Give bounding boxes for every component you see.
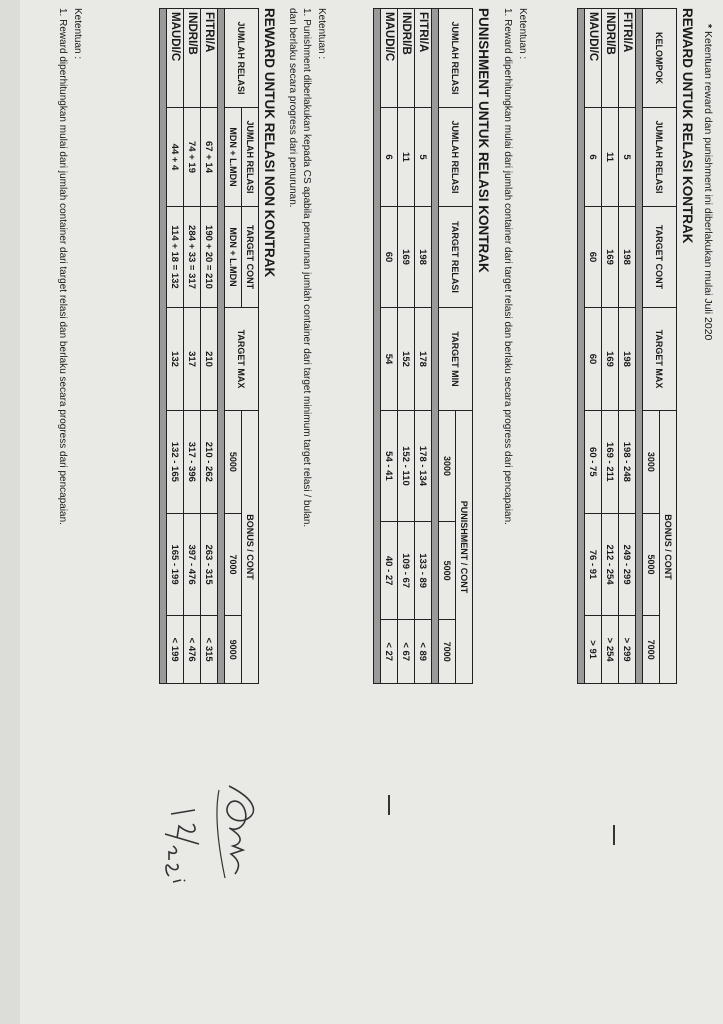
target-cont: 60 [585, 207, 602, 308]
scanned-page [20, 0, 723, 1024]
bonus-5000: 212 - 254 [602, 513, 619, 616]
target-max: 169 [602, 308, 619, 411]
header-divider [432, 9, 439, 684]
bonus-7000: > 299 [619, 616, 636, 684]
col-target-cont: TARGET CONT [242, 207, 259, 308]
col-jumlah-relasi: JUMLAH RELASI [439, 9, 473, 108]
col-target-min: TARGET MIN [439, 308, 473, 411]
header-divider [636, 9, 643, 684]
col-target-max: TARGET MAX [225, 308, 259, 411]
target-max: 60 [585, 308, 602, 411]
table-row [167, 9, 184, 684]
bonus-3000: 60 - 75 [585, 411, 602, 514]
col-mdn-lmdn: MDN + L.MDN [225, 108, 242, 207]
col-punishment-3000: 3000 [439, 411, 456, 522]
relasi-count: 5 [619, 108, 636, 207]
group-name: FITRI/A [201, 9, 218, 108]
target-cont: 284 + 33 = 317 [184, 207, 201, 308]
validity-note: * Ketentuan reward dan punishment ini diberlakukan mulai Juli 2020 [702, 24, 714, 341]
punishment-5000: 133 - 89 [415, 521, 432, 619]
bonus-9000: < 199 [167, 616, 184, 684]
ketentuan-text: 1. Punishment diberlakukan kepada CS apabila penurunan jumlah container dari target minimum target relasi / bulan. [301, 8, 312, 528]
relasi-count: 11 [602, 108, 619, 207]
ketentuan-text: 1. Reward diperhitungkan mulai dari jumlah container dari target relasi dan berlaku secara progress dari pencapaian. [502, 8, 513, 525]
target-min: 54 [381, 308, 398, 411]
col-jumlah-relasi: JUMLAH RELASI [439, 108, 473, 207]
footer-strip [578, 9, 585, 684]
punishment-kontrak-table [373, 8, 473, 684]
group-name: INDRI/B [398, 9, 415, 108]
table-row [201, 9, 218, 684]
col-punishment-7000: 7000 [439, 620, 456, 684]
bonus-9000: < 476 [184, 616, 201, 684]
col-punishment-cont: PUNISHMENT / CONT [456, 411, 473, 684]
target-cont: 190 + 20 = 210 [201, 207, 218, 308]
target-max: 132 [167, 308, 184, 411]
footer-strip [374, 9, 381, 684]
col-punishment-5000: 5000 [439, 521, 456, 619]
bonus-5000: 76 - 91 [585, 513, 602, 616]
target-max: 317 [184, 308, 201, 411]
target-relasi: 169 [398, 207, 415, 308]
table-row [602, 9, 619, 684]
col-mdn-lmdn-2: MDN + L.MDN [225, 207, 242, 308]
ketentuan-text: 1. Reward diperhitungkan mulai dari jumlah container dari target relasi dan berlaku secara progress dari pencapaian. [57, 8, 68, 525]
punishment-7000: < 27 [381, 620, 398, 684]
group-name: INDRI/B [184, 9, 201, 108]
relasi-count: 11 [398, 108, 415, 207]
relasi-count: 6 [585, 108, 602, 207]
group-name: INDRI/B [602, 9, 619, 108]
header-divider [218, 9, 225, 684]
bonus-5000: 317 - 396 [184, 411, 201, 514]
table-row [619, 9, 636, 684]
punishment-3000: 54 - 41 [381, 411, 398, 522]
col-bonus-5000: 5000 [225, 411, 242, 514]
col-bonus-3000: 3000 [643, 411, 660, 514]
ketentuan-label: Ketentuan : [72, 8, 83, 60]
pen-mark [613, 825, 615, 845]
target-relasi: 198 [415, 207, 432, 308]
rotated-document [20, 0, 723, 1024]
bonus-5000: 249 - 299 [619, 513, 636, 616]
bonus-3000: 169 - 211 [602, 411, 619, 514]
punishment-3000: 178 - 134 [415, 411, 432, 522]
col-kelompok: KELOMPOK [643, 9, 677, 108]
col-target-cont: TARGET CONT [643, 207, 677, 308]
punishment-7000: < 67 [398, 620, 415, 684]
relasi-count: 5 [415, 108, 432, 207]
table-row [381, 9, 398, 684]
target-cont: 198 [619, 207, 636, 308]
bonus-3000: 198 - 248 [619, 411, 636, 514]
punishment-5000: 40 - 27 [381, 521, 398, 619]
table-row [398, 9, 415, 684]
punishment-5000: 109 - 67 [398, 521, 415, 619]
relasi-count: 74 + 19 [184, 108, 201, 207]
target-cont: 114 + 18 = 132 [167, 207, 184, 308]
col-jumlah-relasi: JUMLAH RELASI [225, 9, 259, 108]
ketentuan-label: Ketentuan : [517, 8, 528, 60]
relasi-count: 6 [381, 108, 398, 207]
punishment-3000: 152 - 110 [398, 411, 415, 522]
relasi-count: 67 + 14 [201, 108, 218, 207]
pen-mark [388, 795, 390, 815]
validity-note-text: Ketentuan reward dan punishment ini diberlakukan mulai Juli 2020 [702, 31, 714, 341]
col-bonus-cont: BONUS / CONT [660, 411, 677, 684]
bonus-7000: > 254 [602, 616, 619, 684]
target-max: 210 [201, 308, 218, 411]
bonus-9000: < 315 [201, 616, 218, 684]
bonus-7000: > 91 [585, 616, 602, 684]
col-bonus-7000: 7000 [225, 513, 242, 616]
target-relasi: 60 [381, 207, 398, 308]
footer-strip [160, 9, 167, 684]
handwritten-signature [155, 780, 265, 910]
ketentuan-label: Ketentuan : [316, 8, 327, 60]
col-bonus-5000: 5000 [643, 513, 660, 616]
col-jumlah-relasi: JUMLAH RELASI [643, 108, 677, 207]
col-bonus-7000: 7000 [643, 616, 660, 684]
bonus-7000: 263 - 315 [201, 513, 218, 616]
target-min: 152 [398, 308, 415, 411]
group-name: FITRI/A [415, 9, 432, 108]
col-target-relasi: TARGET RELASI [439, 207, 473, 308]
table-row [415, 9, 432, 684]
reward-kontrak-title: REWARD UNTUK RELASI KONTRAK [680, 8, 695, 244]
target-cont: 169 [602, 207, 619, 308]
relasi-count: 44 + 4 [167, 108, 184, 207]
reward-kontrak-table [577, 8, 677, 684]
ketentuan-text-2: dan berlaku secara progress dari penurunan. [287, 8, 298, 208]
punishment-kontrak-title: PUNISHMENT UNTUK RELASI KONTRAK [476, 8, 491, 273]
col-target-max: TARGET MAX [643, 308, 677, 411]
target-min: 178 [415, 308, 432, 411]
col-bonus-cont: BONUS / CONT [242, 411, 259, 684]
group-name: MAUDI/C [167, 9, 184, 108]
reward-non-kontrak-title: REWARD UNTUK RELASI NON KONTRAK [262, 8, 277, 278]
col-bonus-9000: 9000 [225, 616, 242, 684]
bonus-7000: 397 - 476 [184, 513, 201, 616]
bonus-7000: 165 - 199 [167, 513, 184, 616]
group-name: MAUDI/C [585, 9, 602, 108]
target-max: 198 [619, 308, 636, 411]
punishment-7000: < 89 [415, 620, 432, 684]
col-jumlah-relasi-2: JUMLAH RELASI [242, 108, 259, 207]
group-name: MAUDI/C [381, 9, 398, 108]
table-row [184, 9, 201, 684]
group-name: FITRI/A [619, 9, 636, 108]
reward-non-kontrak-table [159, 8, 259, 684]
bonus-5000: 210 - 262 [201, 411, 218, 514]
table-row [585, 9, 602, 684]
bonus-5000: 132 - 165 [167, 411, 184, 514]
